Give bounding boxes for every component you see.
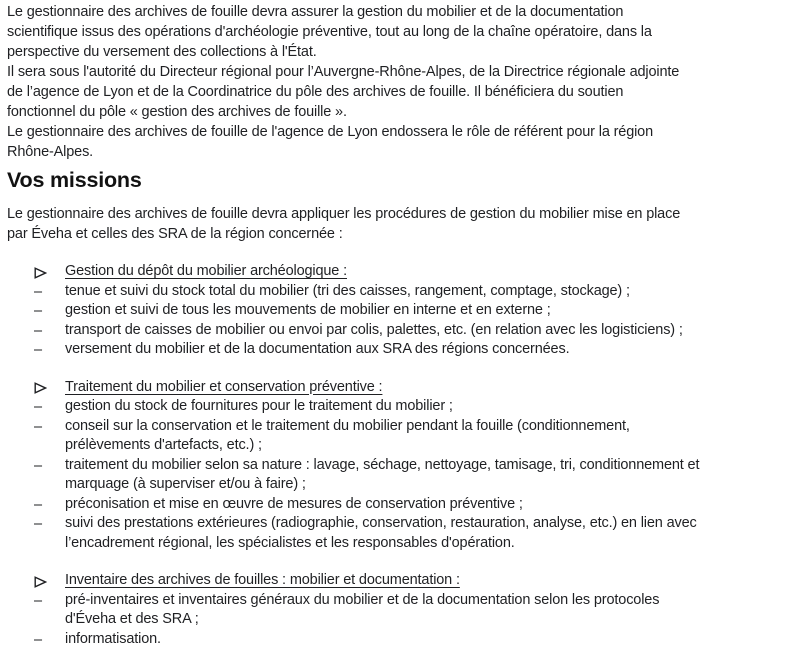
dash-bullet: –: [34, 303, 42, 319]
text-line: gestion du stock de fournitures pour le traitement du mobilier ;: [65, 398, 453, 414]
list-item: [7, 321, 806, 341]
text-line: fonctionnel du pôle « gestion des archives de fouille ».: [7, 104, 347, 120]
list-item: [7, 340, 806, 360]
text-line: Le gestionnaire des archives de fouille devra assurer la gestion du mobilier et de la documentation: [7, 4, 624, 20]
text-line: traitement du mobilier selon sa nature : lavage, séchage, nettoyage, tamisage, tri, conditionnement et: [65, 456, 700, 473]
mission-section-inventaire: [7, 571, 806, 649]
section-header: [7, 378, 806, 398]
list-item: [7, 591, 806, 630]
dash-bullet: –: [34, 283, 42, 300]
text-line: préconisation et mise en œuvre de mesures de conservation préventive ;: [65, 495, 523, 512]
dash-bullet: –: [34, 399, 42, 415]
dash-bullet: –: [34, 342, 42, 358]
list-item: [7, 397, 806, 417]
dash-bullet: –: [34, 496, 42, 513]
text-line: versement du mobilier et de la documentation aux SRA des régions concernées.: [65, 341, 570, 357]
section-title: Inventaire des archives de fouilles : mobilier et documentation :: [65, 572, 460, 588]
dash-bullet: –: [34, 457, 42, 474]
list-item: [7, 514, 806, 553]
list-item: [7, 495, 806, 515]
dash-bullet: –: [34, 592, 42, 609]
text-line: de l’agence de Lyon et de la Coordinatrice du pôle des archives de fouille. Il bénéficiera du soutien: [7, 84, 624, 100]
text-line: Il sera sous l'autorité du Directeur régional pour l’Auvergne-Rhône-Alpes, de la Directrice régionale adjointe: [7, 64, 680, 80]
section-header: [7, 571, 806, 591]
text-line: pré-inventaires et inventaires généraux du mobilier et de la documentation selon les protocoles: [65, 591, 660, 608]
section-title: Gestion du dépôt du mobilier archéologique :: [65, 263, 347, 279]
text-line: informatisation.: [65, 630, 161, 647]
section-title: Traitement du mobilier et conservation préventive :: [65, 378, 383, 395]
dash-bullet: –: [34, 322, 42, 339]
mission-section-traitement: [7, 378, 806, 554]
arrow-bullet-icon: [34, 381, 47, 393]
text-line: suivi des prestations extérieures (radiographie, conservation, restauration, analyse, etc.) en lien avec: [65, 515, 697, 531]
text-line: gestion et suivi de tous les mouvements de mobilier en interne et en externe ;: [65, 302, 551, 318]
arrow-bullet-icon: [34, 575, 47, 587]
list-item: [7, 417, 806, 456]
list-item: [7, 301, 806, 321]
text-line: transport de caisses de mobilier ou envoi par colis, palettes, etc. (en relation avec les logisticiens) ;: [65, 321, 683, 338]
text-line: Le gestionnaire des archives de fouille de l'agence de Lyon endossera le rôle de référent pour la région: [7, 124, 654, 140]
text-line: par Éveha et celles des SRA de la région concernée :: [7, 226, 343, 242]
dash-bullet: –: [34, 418, 42, 435]
text-line: conseil sur la conservation et le traitement du mobilier pendant la fouille (conditionnement,: [65, 417, 630, 434]
dash-bullet: –: [34, 516, 42, 532]
dash-bullet: –: [34, 631, 42, 648]
text-line: l’encadrement régional, les spécialistes et les responsables d'opération.: [65, 534, 515, 551]
section-header: [7, 262, 806, 282]
job-description-document: [7, 2, 806, 649]
list-item: [7, 630, 806, 650]
text-line: marquage (à superviser et/ou à faire) ;: [65, 476, 306, 492]
text-line: d'Éveha et des SRA ;: [65, 611, 199, 627]
missions-heading: Vos missions: [7, 168, 142, 192]
list-item: [7, 456, 806, 495]
list-item: [7, 282, 806, 302]
text-line: perspective du versement des collections à l'État.: [7, 44, 317, 60]
intro-section: [7, 2, 806, 162]
text-line: Rhône-Alpes.: [7, 144, 94, 160]
text-line: prélèvements d'artefacts, etc.) ;: [65, 437, 262, 453]
mission-section-depot: [7, 262, 806, 360]
text-line: Le gestionnaire des archives de fouille devra appliquer les procédures de gestion du mobilier mise en place: [7, 206, 681, 222]
text-line: tenue et suivi du stock total du mobilier (tri des caisses, rangement, comptage, stockage) ;: [65, 282, 630, 299]
arrow-bullet-icon: [34, 266, 47, 278]
text-line: scientifique issus des opérations d'archéologie préventive, tout au long de la chaîne opératoire, dans la: [7, 24, 652, 40]
